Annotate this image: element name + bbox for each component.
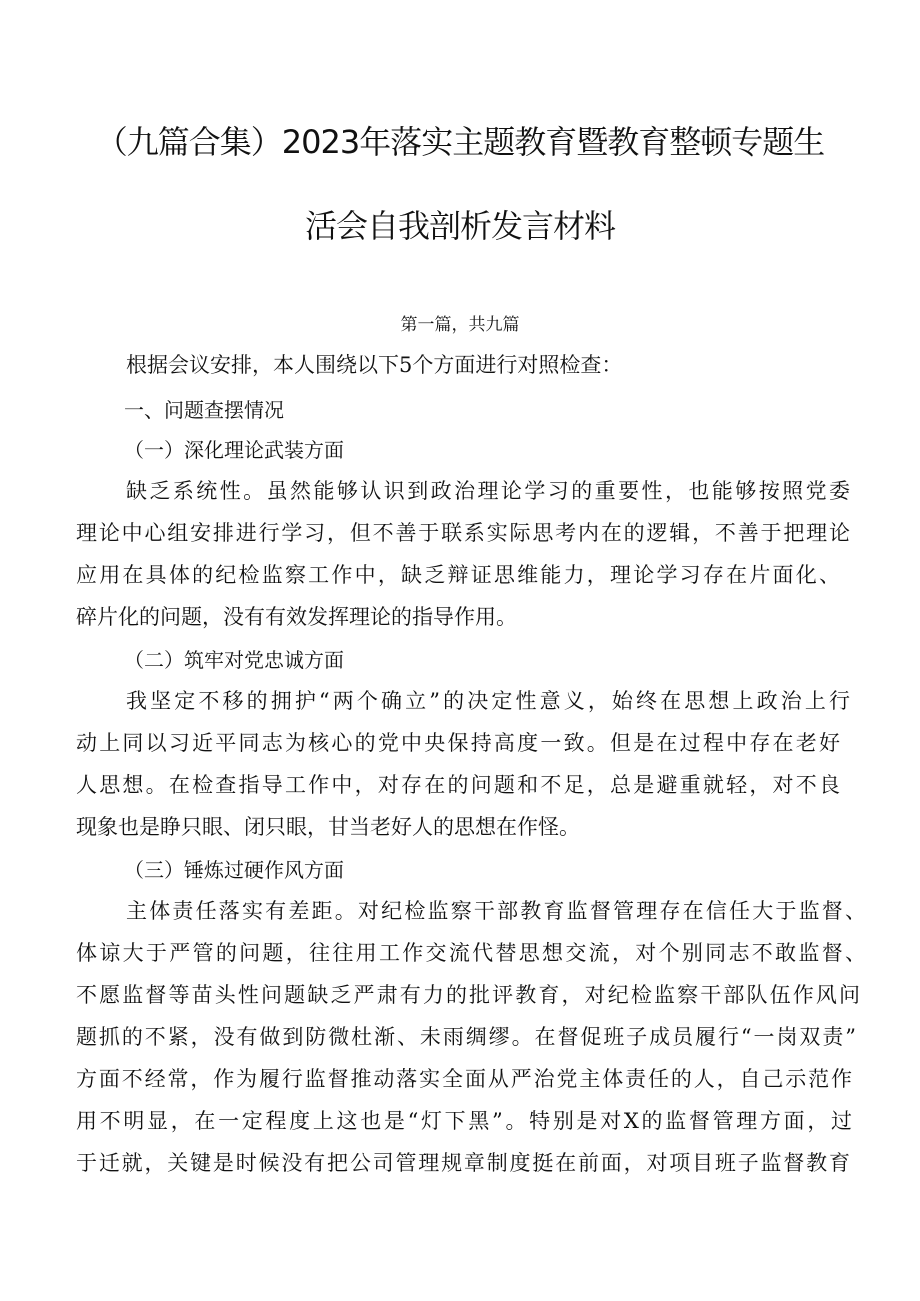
section-heading-1: 一、问题查摆情况 [124, 398, 284, 422]
paragraph-line: 于迁就，关键是时候没有把公司管理规章制度挺在前面，对项目班子监督教育 [76, 1151, 850, 1175]
paragraph-line: 用不明显，在一定程度上这也是“灯下黑”。特别是对X的监督管理方面，过 [76, 1109, 852, 1133]
paragraph-line: 主体责任落实有差距。对纪检监察干部教育监督管理存在信任大于监督、 [126, 899, 866, 923]
document-title-line-1: （九篇合集）2023年落实主题教育暨教育整顿专题生 [95, 123, 825, 161]
paragraph-line: 动上同以习近平同志为核心的党中央保持高度一致。但是在过程中存在老好 [76, 731, 840, 755]
paragraph-line: 人思想。在检查指导工作中，对存在的问题和不足，总是避重就轻，对不良 [76, 773, 840, 797]
paragraph-line: 现象也是睁只眼、闭只眼，甘当老好人的思想在作怪。 [76, 815, 580, 839]
paragraph-line: 方面不经常，作为履行监督推动落实全面从严治党主体责任的人，自己示范作 [76, 1067, 852, 1091]
paragraph-line: 碎片化的问题，没有有效发挥理论的指导作用。 [76, 605, 517, 629]
paragraph-line: 体谅大于严管的问题，往往用工作交流代替思想交流，对个别同志不敢监督、 [76, 941, 866, 965]
document-title-line-2: 活会自我剖析发言材料 [304, 207, 615, 245]
part-subtitle: 第一篇，共九篇 [400, 315, 520, 335]
subsection-heading-2: （二）筑牢对党忠诚方面 [124, 648, 344, 672]
paragraph-line: 不愿监督等苗头性问题缺乏严肃有力的批评教育，对纪检监察干部队伍作风问 [76, 983, 860, 1007]
paragraph-line: 缺乏系统性。虽然能够认识到政治理论学习的重要性，也能够按照党委 [126, 479, 850, 503]
paragraph-line: 理论中心组安排进行学习，但不善于联系实际思考内在的逻辑，不善于把理论 [76, 521, 850, 545]
paragraph-line: 题抓的不紧，没有做到防微杜渐、未雨绸缪。在督促班子成员履行“一岗双责” [76, 1025, 856, 1049]
subsection-heading-3: （三）锤炼过硬作风方面 [124, 858, 344, 882]
intro-paragraph: 根据会议安排，本人围绕以下5个方面进行对照检查： [126, 353, 623, 377]
paragraph-line: 应用在具体的纪检监察工作中，缺乏辩证思维能力，理论学习存在片面化、 [76, 563, 840, 587]
paragraph-line: 我坚定不移的拥护“两个确立”的决定性意义，始终在思想上政治上行 [126, 689, 850, 713]
subsection-heading-1: （一）深化理论武装方面 [124, 438, 344, 462]
